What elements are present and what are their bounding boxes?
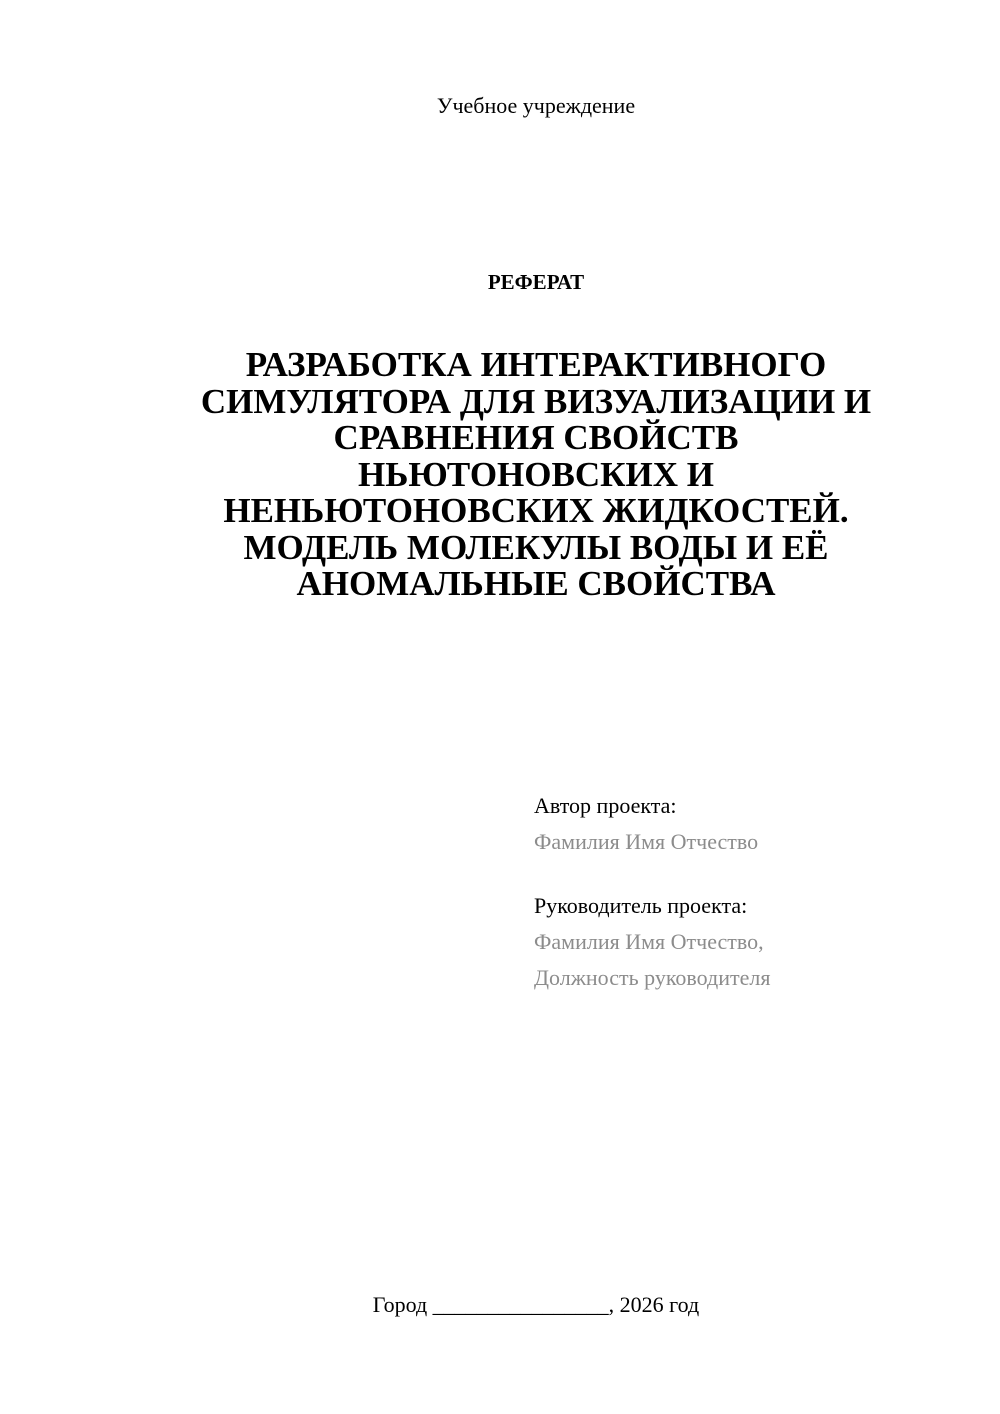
title-line: СИМУЛЯТОРА ДЛЯ ВИЗУАЛИЗАЦИИ И bbox=[200, 381, 872, 421]
title-line: АНОМАЛЬНЫЕ СВОЙСТВА bbox=[296, 564, 776, 603]
institution-name: Учебное учреждение bbox=[436, 93, 636, 118]
year: , 2026 год bbox=[608, 1292, 700, 1317]
supervisor-label: Руководитель проекта: bbox=[534, 893, 748, 918]
title-line: МОДЕЛЬ МОЛЕКУЛЫ ВОДЫ И ЕЁ bbox=[243, 527, 829, 567]
supervisor-name: Фамилия Имя Отчество, bbox=[534, 929, 764, 954]
city-year-line bbox=[0, 1290, 1000, 1320]
document-type: РЕФЕРАТ bbox=[487, 270, 585, 294]
title-line: НЕНЬЮТОНОВСКИХ ЖИДКОСТЕЙ. bbox=[223, 491, 849, 530]
title-line: РАЗРАБОТКА ИНТЕРАКТИВНОГО bbox=[245, 345, 827, 384]
title-line: СРАВНЕНИЯ СВОЙСТВ bbox=[333, 418, 739, 457]
city-label: Город bbox=[372, 1292, 428, 1317]
document-title bbox=[150, 347, 922, 603]
supervisor-position: Должность руководителя bbox=[534, 965, 771, 990]
title-line: НЬЮТОНОВСКИХ И bbox=[358, 454, 714, 494]
city-blank: ________________ bbox=[432, 1292, 609, 1317]
author-name: Фамилия Имя Отчество bbox=[534, 829, 759, 854]
author-label: Автор проекта: bbox=[534, 793, 677, 818]
spacer bbox=[534, 860, 974, 888]
authors-block bbox=[534, 788, 974, 996]
